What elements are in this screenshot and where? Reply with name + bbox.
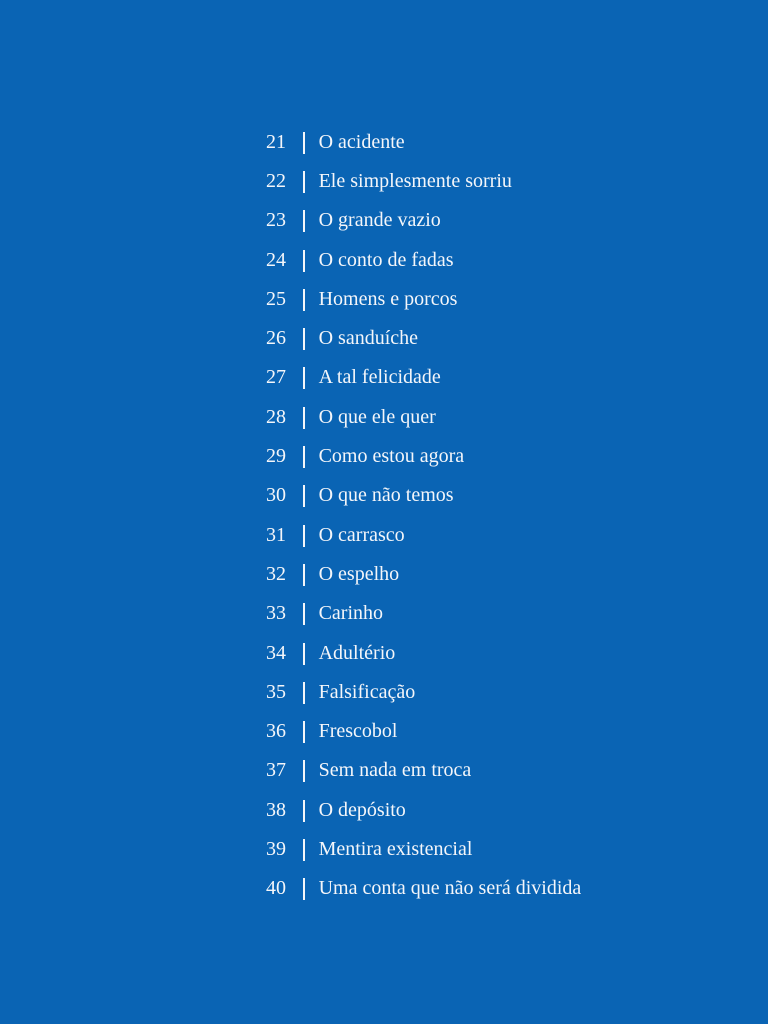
chapter-number: 24: [266, 248, 286, 271]
chapter-number: 38: [266, 798, 286, 821]
chapter-title: O acidente: [318, 130, 405, 153]
chapter-title: O grande vazio: [318, 209, 441, 232]
chapter-number: 33: [266, 602, 286, 625]
chapter-title: O espelho: [318, 562, 400, 585]
separator-bar: [303, 760, 305, 782]
toc-entry: [266, 436, 581, 475]
toc-entry: [266, 829, 581, 868]
separator-bar: [303, 485, 305, 507]
chapter-title: Frescobol: [318, 720, 398, 743]
separator-bar: [303, 603, 305, 625]
chapter-number: 22: [266, 169, 286, 192]
separator-bar: [303, 800, 305, 822]
chapter-title: A tal felicidade: [318, 366, 441, 389]
toc-entry: [266, 515, 581, 554]
toc-entry: [266, 358, 581, 397]
toc-entry: [266, 318, 581, 357]
separator-bar: [303, 878, 305, 900]
table-of-contents: [266, 122, 581, 908]
chapter-title: Adultério: [318, 641, 396, 664]
chapter-number: 26: [266, 327, 286, 350]
toc-entry: [266, 279, 581, 318]
toc-entry: [266, 790, 581, 829]
separator-bar: [303, 721, 305, 743]
chapter-title: Falsificação: [318, 680, 416, 703]
chapter-number: 23: [266, 209, 286, 232]
toc-entry: [266, 554, 581, 593]
chapter-number: 25: [266, 287, 286, 310]
chapter-number: 32: [266, 562, 286, 585]
separator-bar: [303, 328, 305, 350]
chapter-title: Ele simplesmente sorriu: [318, 169, 512, 192]
chapter-number: 34: [266, 641, 286, 664]
toc-entry: [266, 751, 581, 790]
toc-entry: [266, 397, 581, 436]
chapter-title: Como estou agora: [318, 445, 465, 468]
chapter-title: O carrasco: [318, 523, 405, 546]
chapter-number: 40: [266, 877, 286, 900]
chapter-title: Homens e porcos: [318, 287, 458, 310]
chapter-number: 27: [266, 366, 286, 389]
chapter-number: 37: [266, 759, 286, 782]
separator-bar: [303, 564, 305, 586]
chapter-title: O conto de fadas: [318, 248, 454, 271]
chapter-title: O que ele quer: [318, 405, 436, 428]
chapter-number: 31: [266, 523, 286, 546]
chapter-number: 35: [266, 680, 286, 703]
toc-entry: [266, 672, 581, 711]
separator-bar: [303, 367, 305, 389]
separator-bar: [303, 682, 305, 704]
separator-bar: [303, 171, 305, 193]
chapter-title: Uma conta que não será dividida: [318, 877, 582, 900]
chapter-number: 36: [266, 720, 286, 743]
separator-bar: [303, 525, 305, 547]
chapter-title: Sem nada em troca: [318, 759, 472, 782]
separator-bar: [303, 289, 305, 311]
separator-bar: [303, 132, 305, 154]
chapter-number: 30: [266, 484, 286, 507]
toc-entry: [266, 711, 581, 750]
chapter-title: Carinho: [318, 602, 384, 625]
separator-bar: [303, 446, 305, 468]
separator-bar: [303, 407, 305, 429]
separator-bar: [303, 643, 305, 665]
toc-entry: [266, 201, 581, 240]
chapter-title: O depósito: [318, 798, 406, 821]
chapter-title: O sanduíche: [318, 327, 419, 350]
toc-entry: [266, 161, 581, 200]
separator-bar: [303, 839, 305, 861]
separator-bar: [303, 210, 305, 232]
chapter-number: 29: [266, 445, 286, 468]
separator-bar: [303, 250, 305, 272]
toc-entry: [266, 594, 581, 633]
toc-entry: [266, 476, 581, 515]
chapter-title: Mentira existencial: [318, 837, 473, 860]
toc-entry: [266, 240, 581, 279]
chapter-number: 28: [266, 405, 286, 428]
toc-entry: [266, 633, 581, 672]
toc-entry: [266, 869, 581, 908]
chapter-number: 21: [266, 130, 286, 153]
chapter-title: O que não temos: [318, 484, 454, 507]
toc-entry: [266, 122, 581, 161]
chapter-number: 39: [266, 837, 286, 860]
